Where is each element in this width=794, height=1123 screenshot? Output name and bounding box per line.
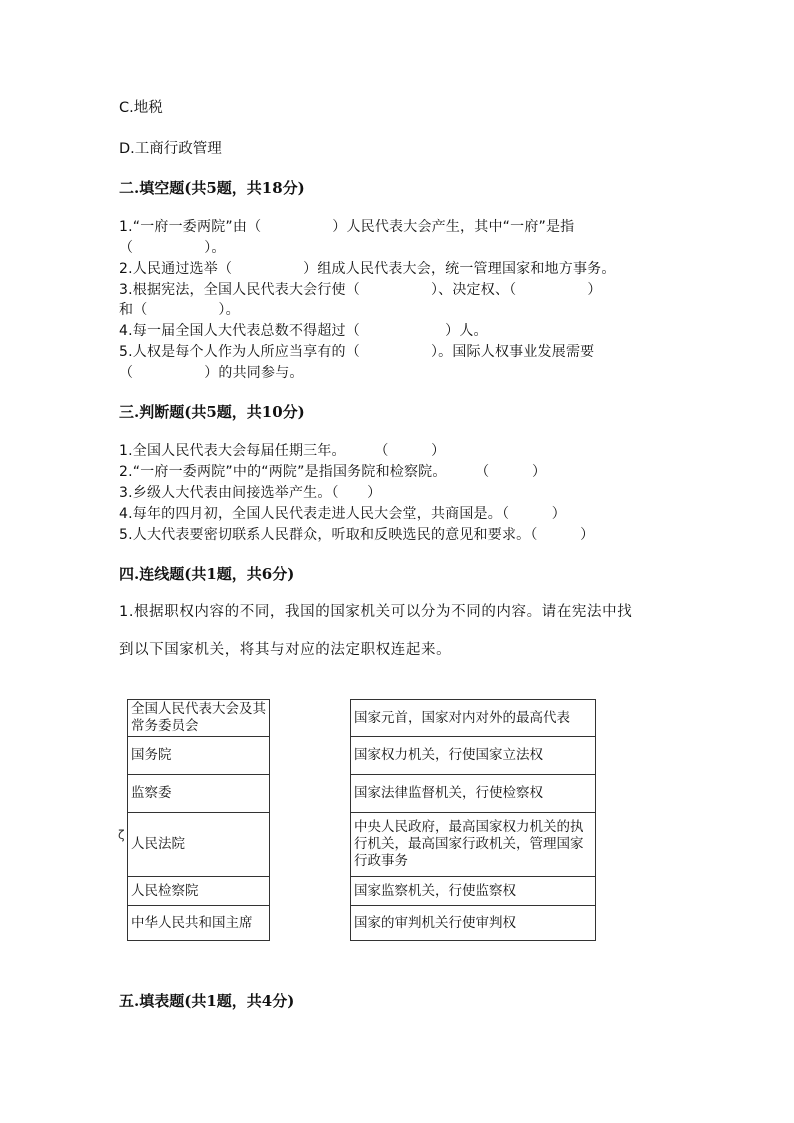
- judge-line-1: 1.全国人民代表大会每届任期三年。 （ ）: [119, 443, 446, 459]
- left-item-label: 监察委: [131, 785, 172, 801]
- left-item-court[interactable]: [127, 812, 270, 877]
- left-item-president[interactable]: [127, 905, 270, 941]
- right-item-label: 国家的审判机关行使审判权: [354, 914, 516, 931]
- right-item-judicial[interactable]: [350, 905, 596, 941]
- left-item-label: 全国人民代表大会及其常务委员会: [131, 701, 266, 734]
- judge-line-5: 5.人大代表要密切联系人民群众，听取和反映选民的意见和要求。（ ）: [119, 527, 595, 543]
- right-item-label: 国家权力机关，行使国家立法权: [354, 747, 543, 763]
- right-item-label: 中央人民政府，最高国家权力机关的执行机关，最高国家行政机关，管理国家行政事务: [354, 819, 584, 869]
- left-item-label: 中华人民共和国主席: [131, 914, 253, 931]
- left-item-label: 人民检察院: [131, 882, 199, 899]
- fill-line-2: 2.人民通过选举（ ）组成人民代表大会，统一管理国家和地方事务。: [119, 261, 616, 277]
- left-item-label: 国务院: [131, 747, 172, 763]
- right-item-legislative[interactable]: [350, 736, 596, 775]
- section-5-heading: 五.填表题(共1题，共4分): [119, 992, 295, 1010]
- right-item-label: 国家法律监督机关，行使检察权: [354, 785, 543, 801]
- judge-line-4: 4.每年的四月初，全国人民代表走进人民大会堂，共商国是。（ ）: [119, 506, 566, 522]
- right-item-head-of-state[interactable]: [350, 699, 596, 737]
- fill-line-5b: （ ）的共同参与。: [119, 365, 304, 381]
- fill-line-1: 1.“一府一委两院”由（ ）人民代表大会产生，其中“一府”是指: [119, 219, 575, 235]
- right-item-supervisory[interactable]: [350, 876, 596, 906]
- left-item-state-council[interactable]: [127, 736, 270, 775]
- section-3-heading: 三.判断题(共5题，共10分): [119, 403, 305, 421]
- matching-prompt-line-2: 到以下国家机关，将其与对应的法定职权连起来。: [119, 642, 452, 658]
- section-2-heading: 二.填空题(共5题，共18分): [119, 179, 305, 197]
- left-item-procuratorate[interactable]: [127, 876, 270, 906]
- fill-line-4: 4.每一届全国人大代表总数不得超过（ ）人。: [119, 323, 488, 339]
- section-4-heading: 四.连线题(共1题，共6分): [119, 565, 295, 583]
- matching-prompt-line-1: 1.根据职权内容的不同，我国的国家机关可以分为不同的内容。请在宪法中找: [119, 604, 633, 620]
- fill-line-3b: 和（ ）。: [119, 302, 240, 318]
- left-item-supervision[interactable]: [127, 774, 270, 813]
- stray-mark: ζ: [118, 828, 125, 842]
- right-item-label: 国家元首，国家对内对外的最高代表: [354, 709, 570, 726]
- option-d: D.工商行政管理: [119, 141, 222, 157]
- fill-line-1b: （ ）。: [119, 240, 226, 256]
- right-item-label: 国家监察机关，行使监察权: [354, 882, 516, 899]
- judge-line-2: 2.“一府一委两院”中的“两院”是指国务院和检察院。 （ ）: [119, 464, 547, 480]
- judge-line-3: 3.乡级人大代表由间接选举产生。（ ）: [119, 485, 382, 501]
- right-item-central-government[interactable]: [350, 812, 596, 877]
- fill-line-3: 3.根据宪法，全国人民代表大会行使（ ）、决定权、（ ）: [119, 282, 602, 298]
- left-item-npc[interactable]: [127, 699, 270, 737]
- option-c: C.地税: [119, 100, 163, 116]
- left-item-label: 人民法院: [131, 836, 185, 852]
- fill-line-5: 5.人权是每个人作为人所应当享有的（ ）。国际人权事业发展需要: [119, 344, 595, 360]
- right-item-procuratorial[interactable]: [350, 774, 596, 813]
